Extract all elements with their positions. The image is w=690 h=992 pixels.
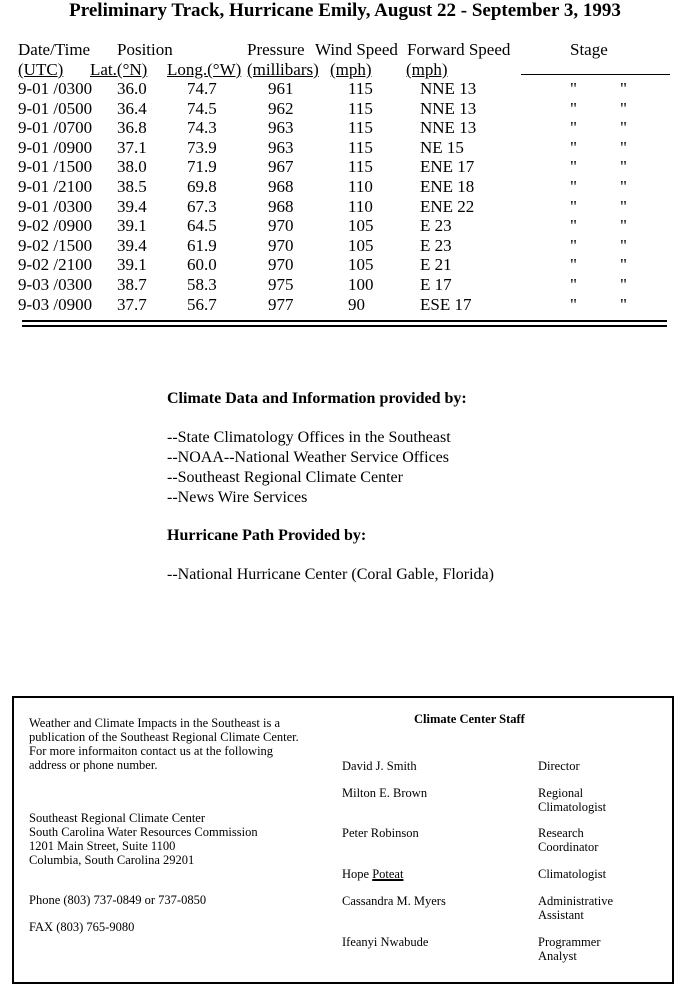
table-cell: 105 [348, 216, 374, 236]
table-cell: 967 [268, 157, 294, 177]
table-cell: 9-01 /0300 [18, 196, 93, 216]
table-cell: " [570, 98, 577, 118]
table-cell: 962 [268, 98, 294, 118]
staff-role: Climatologist [538, 800, 607, 814]
table-cell: 961 [268, 79, 294, 98]
staff-role: Programmer [538, 935, 601, 949]
table-cell: ENE 22 [420, 196, 475, 216]
table-cell: " [620, 118, 627, 138]
intro-line: For more informaiton contact us at the following [29, 744, 274, 758]
table-cell: ESE 17 [420, 294, 472, 314]
table-cell: 963 [268, 118, 294, 138]
table-bottom-rule [22, 320, 667, 322]
table-cell: 115 [348, 118, 373, 138]
staff-name: Peter Robinson [342, 826, 419, 840]
table-cell: 115 [348, 157, 373, 177]
header-wind-mph: (mph) [330, 60, 372, 79]
header-wind-speed: Wind Speed [315, 40, 398, 59]
table-cell: E 17 [420, 275, 452, 294]
table-cell: E 23 [420, 216, 452, 236]
table-cell: " [570, 118, 577, 138]
table-cell: 975 [268, 275, 294, 294]
table-cell: 9-01 /2100 [18, 177, 93, 196]
phone: Phone (803) 737-0849 or 737-0850 [29, 893, 207, 907]
table-cell: NE 15 [420, 137, 464, 157]
staff-role: Research [538, 826, 584, 840]
table-cell: 977 [268, 294, 294, 314]
table-bottom-rule-2 [22, 325, 667, 327]
header-datetime: Date/Time [18, 40, 91, 59]
table-cell: 36.0 [117, 79, 147, 98]
table-cell: " [620, 157, 627, 177]
staff-name-first: Hope [342, 867, 373, 881]
table-cell: " [570, 137, 577, 157]
table-cell: ENE 17 [420, 157, 475, 177]
intro-line: address or phone number. [29, 758, 158, 772]
table-cell: 110 [348, 196, 373, 216]
table-cell: 970 [268, 255, 294, 275]
table-cell: 67.3 [187, 196, 217, 216]
table-cell: 963 [268, 137, 294, 157]
table-cell: 9-01 /1500 [18, 157, 93, 177]
header-millibars: (millibars) [247, 60, 319, 79]
staff-role: Regional [538, 786, 584, 800]
footer-box [12, 696, 674, 984]
credits-item: --Southeast Regional Climate Center [167, 469, 403, 486]
table-cell: " [620, 216, 627, 236]
table-cell: 36.4 [117, 98, 147, 118]
table-cell: " [620, 255, 627, 275]
table-cell: " [570, 275, 577, 294]
table-cell: 115 [348, 79, 373, 98]
intro-line: publication of the Southeast Regional Climate Center. [29, 730, 299, 744]
staff-role: Analyst [538, 949, 577, 963]
table-cell: 970 [268, 216, 294, 236]
table-cell: " [570, 79, 577, 98]
intro-line: Weather and Climate Impacts in the Southeast is a [29, 716, 281, 730]
stage-header-rule [521, 74, 670, 75]
table-cell: 37.1 [117, 137, 147, 157]
table-cell: 58.3 [187, 275, 217, 294]
table-cell: E 23 [420, 235, 452, 255]
path-item: --National Hurricane Center (Coral Gable, Florida) [167, 566, 494, 583]
staff-name: David J. Smith [342, 759, 417, 773]
table-cell: 71.9 [187, 157, 217, 177]
table-cell: " [570, 196, 577, 216]
header-long: Long.(°W) [167, 60, 242, 79]
staff-name: Cassandra M. Myers [342, 894, 446, 908]
table-cell: E 21 [420, 255, 452, 275]
table-cell: 39.1 [117, 216, 147, 236]
address-line: Columbia, South Carolina 29201 [29, 853, 195, 867]
table-cell: 100 [348, 275, 374, 294]
table-cell: 60.0 [187, 255, 217, 275]
table-cell: 69.8 [187, 177, 217, 196]
table-cell: " [620, 294, 627, 314]
table-cell: 56.7 [187, 294, 217, 314]
staff-role: Assistant [538, 908, 584, 922]
table-cell: NNE 13 [420, 98, 477, 118]
credits-item: --NOAA--National Weather Service Offices [167, 449, 450, 466]
table-cell: 37.7 [117, 294, 147, 314]
staff-name [342, 867, 403, 881]
table-cell: 105 [348, 235, 374, 255]
header-forward-mph: (mph) [406, 60, 448, 79]
table-cell: 64.5 [187, 216, 217, 236]
table-cell: 968 [268, 196, 294, 216]
table-cell: 968 [268, 177, 294, 196]
table-cell: " [570, 235, 577, 255]
table-cell: " [620, 235, 627, 255]
table-cell: 36.8 [117, 118, 147, 138]
table-cell: " [620, 137, 627, 157]
table-cell: 110 [348, 177, 373, 196]
table-cell: 90 [348, 294, 365, 314]
table-cell: 9-01 /0700 [18, 118, 93, 138]
table-cell: 38.5 [117, 177, 147, 196]
table-cell: 74.7 [187, 79, 217, 98]
table-cell: 39.1 [117, 255, 147, 275]
table-cell: 74.3 [187, 118, 217, 138]
table-cell: 38.0 [117, 157, 147, 177]
table-cell: 115 [348, 137, 373, 157]
fax: FAX (803) 765-9080 [29, 920, 135, 934]
table-cell: 9-03 /0900 [18, 294, 93, 314]
address-line: Southeast Regional Climate Center [29, 811, 206, 825]
table-cell: 105 [348, 255, 374, 275]
staff-name: Milton E. Brown [342, 786, 428, 800]
page-title: Preliminary Track, Hurricane Emily, August 22 - September 3, 1993 [69, 0, 621, 21]
header-stage: Stage [570, 40, 608, 59]
table-cell: 39.4 [117, 235, 147, 255]
table-cell: " [570, 157, 577, 177]
table-cell: 61.9 [187, 235, 217, 255]
table-cell: " [620, 98, 627, 118]
table-cell: 9-02 /1500 [18, 235, 93, 255]
credits-heading: Climate Data and Information provided by: [167, 390, 467, 407]
table-cell: 9-02 /2100 [18, 255, 93, 275]
table-cell: 115 [348, 98, 373, 118]
table-cell: 970 [268, 235, 294, 255]
table-cell: 39.4 [117, 196, 147, 216]
table-cell: NNE 13 [420, 79, 477, 98]
table-cell: 9-01 /0300 [18, 79, 93, 98]
staff-heading: Climate Center Staff [414, 712, 525, 726]
table-cell: NNE 13 [420, 118, 477, 138]
staff-name: Ifeanyi Nwabude [342, 935, 429, 949]
staff-role: Climatologist [538, 867, 607, 881]
header-utc: (UTC) [18, 60, 64, 79]
path-heading: Hurricane Path Provided by: [167, 527, 367, 544]
table-cell: " [620, 79, 627, 98]
table-cell: " [570, 255, 577, 275]
table-cell: " [570, 177, 577, 196]
header-forward-speed: Forward Speed [407, 40, 511, 59]
staff-role: Director [538, 759, 580, 773]
table-cell: 74.5 [187, 98, 217, 118]
table-cell: 9-03 /0300 [18, 275, 93, 294]
credits-item: --State Climatology Offices in the Southeast [167, 429, 451, 446]
header-pressure: Pressure [247, 40, 305, 59]
address-line: South Carolina Water Resources Commission [29, 825, 258, 839]
staff-role: Administrative [538, 894, 613, 908]
table-cell: " [570, 294, 577, 314]
table-cell: 9-01 /0500 [18, 98, 93, 118]
staff-role: Coordinator [538, 840, 599, 854]
staff-name-underlined: Poteat [372, 867, 404, 881]
credits-item: --News Wire Services [167, 489, 308, 506]
table-cell: 9-01 /0900 [18, 137, 93, 157]
header-position: Position [117, 40, 173, 59]
table-cell: 38.7 [117, 275, 147, 294]
table-cell: ENE 18 [420, 177, 475, 196]
table-cell: " [620, 196, 627, 216]
table-cell: 73.9 [187, 137, 217, 157]
header-lat: Lat.(°N) [90, 60, 148, 79]
table-cell: " [620, 275, 627, 294]
table-cell: 9-02 /0900 [18, 216, 93, 236]
table-cell: " [570, 216, 577, 236]
address-line: 1201 Main Street, Suite 1100 [29, 839, 176, 853]
table-cell: " [620, 177, 627, 196]
